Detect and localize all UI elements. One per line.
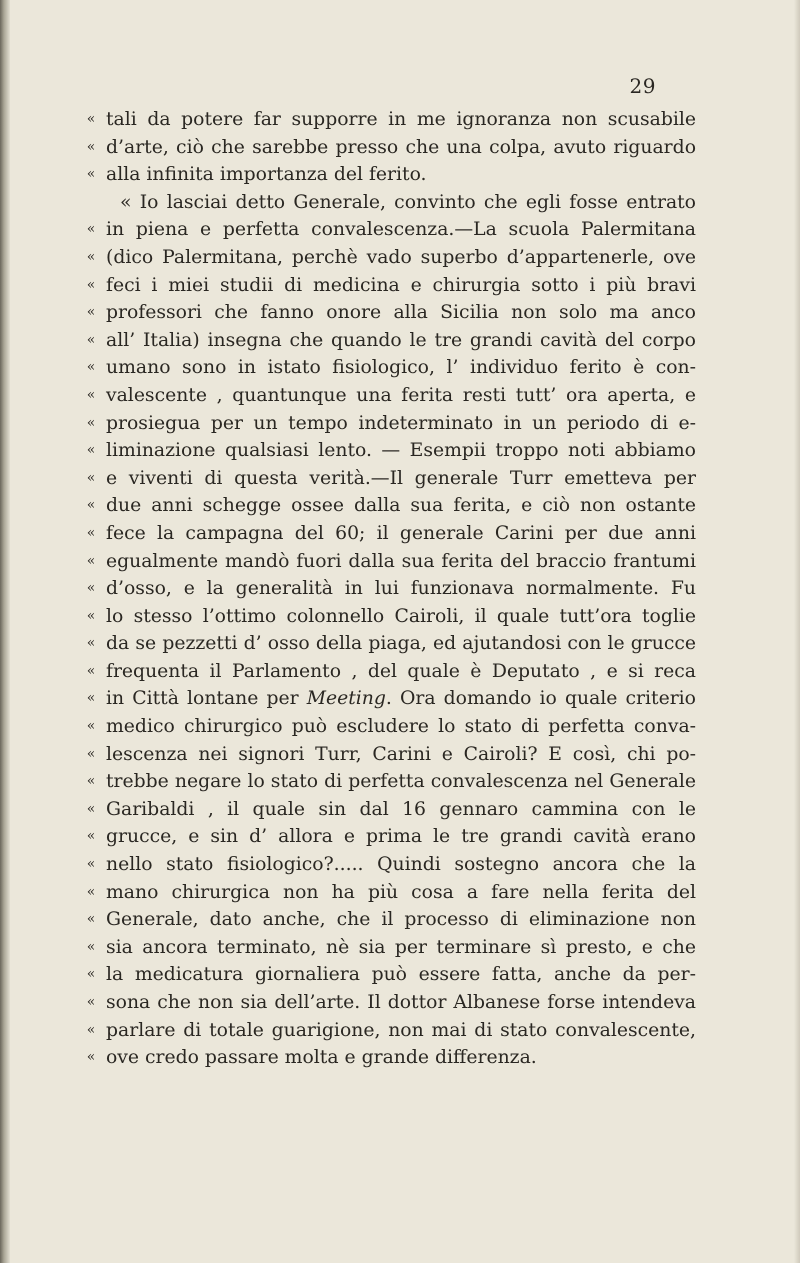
line-text: ove credo passare molta e grande differenza. <box>106 1047 537 1069</box>
line-text: mano chirurgica non ha più cosa a fare nella ferita del <box>106 881 696 903</box>
quotation-mark: « <box>86 1021 96 1038</box>
quotation-mark: « <box>86 304 96 321</box>
quotation-mark: « <box>86 138 96 155</box>
line-text: parlare di totale guarigione, non mai di stato convalescente, <box>106 1019 696 1041</box>
line-text: Garibaldi , il quale sin dal 16 gennaro cammina con le <box>106 798 696 820</box>
text-line <box>0 796 800 824</box>
quotation-mark: « <box>86 221 96 238</box>
text-line <box>0 575 800 603</box>
quotation-mark: « <box>86 938 96 955</box>
text-line <box>0 244 800 272</box>
quotation-mark: « <box>86 828 96 845</box>
line-text: alla infinita importanza del ferito. <box>106 164 427 186</box>
text-line <box>0 989 800 1017</box>
line-text: d’arte, ciò che sarebbe presso che una colpa, avuto riguardo <box>106 136 696 158</box>
text-line <box>0 713 800 741</box>
line-text: « Io lasciai detto Generale, convinto che egli fosse entrato <box>120 191 696 213</box>
text-line <box>0 106 800 134</box>
text-line <box>0 768 800 796</box>
line-text: lescenza nei signori Turr, Carini e Cairoli? E così, chi po- <box>106 743 696 765</box>
line-text: la medicatura giornaliera può essere fatta, anche da per- <box>106 964 696 986</box>
quotation-mark: « <box>86 552 96 569</box>
quotation-mark: « <box>86 911 96 928</box>
quotation-mark: « <box>86 690 96 707</box>
line-text: sona che non sia dell’arte. Il dottor Albanese forse intendeva <box>106 992 696 1013</box>
text-line <box>0 851 800 879</box>
text-line <box>0 741 800 769</box>
line-text: sia ancora terminato, nè sia per terminare sì presto, e che <box>106 936 696 958</box>
line-text: all’ Italia) insegna che quando le tre grandi cavità del corpo <box>106 329 696 351</box>
quotation-mark: « <box>86 1049 96 1066</box>
text-line <box>0 879 800 907</box>
line-text: trebbe negare lo stato di perfetta convalescenza nel Generale <box>106 771 696 793</box>
quotation-mark: « <box>86 359 96 376</box>
line-text: medico chirurgico può escludere lo stato di perfetta conva- <box>106 716 696 738</box>
quotation-mark: « <box>86 800 96 817</box>
line-text: valescente , quantunque una ferita resti tutt’ ora aperta, e <box>106 384 696 406</box>
text-line <box>0 272 800 300</box>
body-text <box>0 106 800 1072</box>
quotation-mark: « <box>86 856 96 873</box>
text-line <box>0 189 800 217</box>
italic-word: Meeting <box>306 688 386 710</box>
quotation-mark: « <box>86 607 96 624</box>
line-text: prosiegua per un tempo indeterminato in un periodo di e- <box>106 412 696 434</box>
line-text-part: . Ora domando io quale criterio <box>385 688 696 710</box>
line-text: due anni schegge ossee dalla sua ferita, e ciò non ostante <box>106 495 696 517</box>
quotation-mark: « <box>86 414 96 431</box>
line-text: umano sono in istato fisiologico, l’ individuo ferito è con- <box>106 357 696 379</box>
text-line <box>0 658 800 686</box>
line-text: liminazione qualsiasi lento. — Esempii troppo noti abbiamo <box>106 440 696 462</box>
text-line <box>0 934 800 962</box>
text-line <box>0 1044 800 1072</box>
quotation-mark: « <box>86 111 96 127</box>
line-text-part: in Città lontane per <box>106 688 307 710</box>
text-line <box>0 906 800 934</box>
quotation-mark: « <box>86 745 96 762</box>
quotation-mark: « <box>86 524 96 541</box>
line-text <box>106 685 696 713</box>
quotation-mark: « <box>86 331 96 348</box>
quotation-mark: « <box>86 497 96 514</box>
line-text: da se pezzetti d’ osso della piaga, ed ajutandosi con le grucce <box>106 633 696 655</box>
line-text: feci i miei studii di medicina e chirurgia sotto i più bravi <box>106 274 696 296</box>
line-text: tali da potere far supporre in me ignoranza non scusabile <box>106 109 696 130</box>
line-text: d’osso, e la generalità in lui funzionava normalmente. Fu <box>106 578 696 600</box>
text-line <box>0 354 800 382</box>
text-line <box>0 216 800 244</box>
text-line <box>0 603 800 631</box>
quotation-mark: « <box>86 966 96 983</box>
text-line <box>0 548 800 576</box>
line-text: Generale, dato anche, che il processo di eliminazione non <box>106 909 696 931</box>
text-line <box>0 823 800 851</box>
text-line <box>0 492 800 520</box>
line-text: egualmente mandò fuori dalla sua ferita del braccio frantumi <box>106 550 696 572</box>
text-line <box>0 1017 800 1045</box>
quotation-mark: « <box>86 469 96 486</box>
text-line <box>0 382 800 410</box>
quotation-mark: « <box>86 386 96 403</box>
quotation-mark: « <box>86 718 96 735</box>
text-line <box>0 161 800 189</box>
text-line <box>0 327 800 355</box>
line-text: frequenta il Parlamento , del quale è Deputato , e si reca <box>106 660 696 682</box>
text-line <box>0 299 800 327</box>
line-text: fece la campagna del 60; il generale Carini per due anni <box>106 522 696 544</box>
text-line <box>0 410 800 438</box>
quotation-mark: « <box>86 248 96 265</box>
text-line <box>0 630 800 658</box>
text-line <box>0 465 800 493</box>
quotation-mark: « <box>86 166 96 183</box>
quotation-mark: « <box>86 662 96 679</box>
line-text: in piena e perfetta convalescenza.—La scuola Palermitana <box>106 219 696 241</box>
text-line <box>0 437 800 465</box>
line-text: nello stato fisiologico?..... Quindi sostegno ancora che la <box>106 854 696 876</box>
quotation-mark: « <box>86 442 96 459</box>
line-text: grucce, e sin d’ allora e prima le tre grandi cavità erano <box>106 826 696 848</box>
line-text: (dico Palermitana, perchè vado superbo d’appartenerle, ove <box>106 246 696 268</box>
text-line <box>0 685 800 713</box>
line-text: e viventi di questa verità.—Il generale Turr emetteva per <box>106 467 696 489</box>
line-text: lo stesso l’ottimo colonnello Cairoli, il quale tutt’ora toglie <box>106 605 696 627</box>
text-line <box>0 520 800 548</box>
quotation-mark: « <box>86 276 96 293</box>
quotation-mark: « <box>86 883 96 900</box>
page-number: 29 <box>629 74 656 98</box>
text-line <box>0 961 800 989</box>
quotation-mark: « <box>86 994 96 1010</box>
text-line <box>0 134 800 162</box>
quotation-mark: « <box>86 635 96 652</box>
quotation-mark: « <box>86 773 96 790</box>
line-text: professori che fanno onore alla Sicilia non solo ma anco <box>106 302 696 324</box>
quotation-mark: « <box>86 580 96 597</box>
